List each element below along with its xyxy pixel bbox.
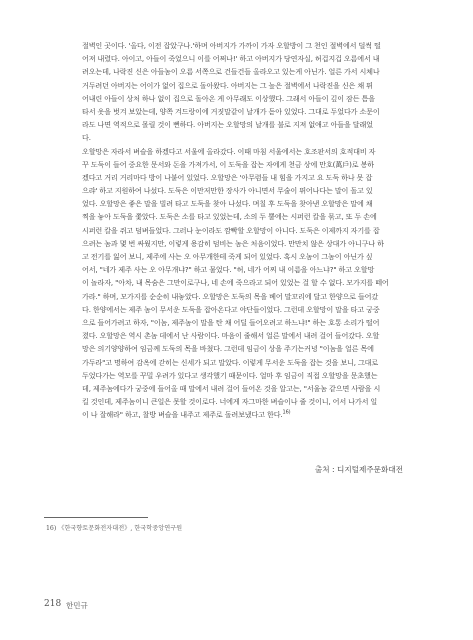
text-line: 두었다가는 역모를 꾸밀 우려가 있다고 생각했기 때문이다. 얼마 후 임금이 직접 오할망을 문초했는 [82, 370, 378, 380]
text-line: 다. [82, 133, 91, 143]
text-line: 다. 한양에서는 제주 놈이 무서운 도둑을 잡아온다고 야단들이었다. 그런데 오할망이 말을 타고 궁중 [82, 304, 380, 314]
text-line: 찍을 놓아 도둑을 쫓았다. 도둑은 소를 타고 있었는데, 소의 두 뿔에는 시퍼런 칼을 묶고, 또 두 손에 [82, 212, 377, 222]
text-line-content: 이 나 잘해라" 하고, 찰방 벼슬을 내주고 제주로 돌려보냈다고 한다. [82, 410, 283, 420]
text-line: 어져 내렸다. 아이고, 아들이 죽었으니 이를 어쩌나!' 하고 아버지가 당연자실, 허겁지겁 오름에서 내 [82, 54, 380, 64]
text-line: 오할망은 자라서 벼슬을 하겠다고 서울에 올라갔다. 이때 마침 서울에서는 호조판서의 호적대비 자 [82, 146, 376, 156]
running-title: 한민규 [66, 601, 88, 610]
text-line-last [82, 408, 404, 421]
text-line: 가두라"고 명하여 감옥에 갇히는 신세가 되고 말았다. 이렇게 무서운 도둑을 잡는 것을 보니, 그대로 [82, 357, 379, 367]
text-line: 킬 것인데, 제주놈이니 큰일은 못할 것이로다. 너에게 자그마한 벼슬이나 줄 것이니, 어서 나가서 일 [82, 397, 378, 407]
paragraph-2 [82, 145, 404, 422]
paragraph-1 [82, 39, 404, 145]
text-line: 겠다고 거리 거리마다 방이 나붙어 있었다. 오할망은 '아무렴들 내 힘을 가지고 요 도둑 하나 못 잡 [82, 172, 373, 182]
text-line: 졌다. 오할망은 역시 촌놈 데에서 난 사람이다. 마음이 줄해서 얼른 말에서 내려 걸어 들어갔다. 오할 [82, 331, 380, 341]
text-line: 으랴' 하고 지원하여 나섰다. 도둑은 이만저만한 장사가 아니면서 무술이 뛰어나다는 말이 돌고 있 [82, 186, 373, 196]
text-line: 라도 나면 역적으로 몰릴 것이 뻔하다. 아버지는 오할망의 날개를 불로 지져 없애고 아들을 달래었 [82, 120, 373, 130]
text-line: 시퍼런 칼을 쥐고 덤벼들었다. 그러나 눈이라도 깜빡할 오할망이 아니다. 도둑은 이제까지 자기를 잡 [82, 225, 380, 235]
text-line: 려오는데, 나락진 신은 아들놈이 오름 서쪽으로 건들건들 올라오고 있는게 아닌가. 얼른 가서 시체나 [82, 67, 380, 77]
text-line: 으려는 놈과 몇 번 싸웠지만, 이렇게 용감히 덤비는 놈은 처음이었다. 만만치 않은 상대가 아니구나 하 [82, 238, 384, 248]
text-line: 꾸 도둑이 들어 중요한 문서와 돈을 가져가서, 이 도둑을 잡는 자에게 천금 상에 만호(萬戶)로 봉하 [82, 159, 374, 169]
text-line: 타서 옷을 벗겨 보았는데, 양쪽 겨드랑이에 거짓말같이 날개가 돋아 있었다. 그대로 두었다가 소문이 [82, 106, 380, 116]
text-line: 거두려던 아버지는 어이가 없어 집으로 돌아왔다. 아버지는 그 높은 절벽에서 나락진을 신은 채 뛰 [82, 80, 373, 90]
text-line: 었다. 오할망은 좋은 말을 빌려 타고 도둑을 찾아 나섰다. 며칠 후 도둑을 찾아낸 오할망은 말에 채 [82, 199, 373, 209]
text-line: 어서, "네가 제주 사는 오 아무개냐?" 하고 물었다. "허, 네가 어찌 내 이름을 아느냐?" 하고 오할망 [82, 265, 375, 275]
text-line: 어내린 아들이 상처 하나 없이 집으로 돌아온 게 아무래도 이상했다. 그래서 아들이 깊이 잠든 틈을 [82, 93, 375, 103]
text-line: 고 전기를 잃어 보니, 제주에 사는 오 아무개한테 죽게 되어 있었다. 혹시 오놈이 그놈이 아닌가 싶 [82, 252, 373, 261]
text-line: 절벽인 곳이다. '올다, 이전 잡았구나.'하며 아버지가 가까이 가자 오할방이 그 천인 절벽에서 덜썩 떨 [82, 41, 381, 50]
text-line: 가라." 하며, 모가지를 순순히 내놓았다. 오할망은 도둑의 목을 베어 말꼬리에 달고 한양으로 들어갔 [82, 291, 379, 301]
footnote-divider [44, 517, 148, 518]
text-line: 망은 의기양양하여 임금께 도둑의 목을 바쳤다. 그런데 임금이 상을 주기는커녕 "이놈을 얼른 목에 [82, 344, 374, 354]
footnote: 16) 《한국향토문화전자대전》, 한국학중앙연구원 [46, 525, 183, 532]
source-citation: 출처 : 디지털제주문화대전 [314, 465, 403, 474]
text-line: 데, 제주놈에다가 궁중에 들어올 때 말에서 내려 걸어 들어온 것을 알고는, "서울놈 같으면 사람을 시 [82, 383, 381, 393]
body-text [82, 39, 404, 421]
footnote-reference: 16) [282, 409, 291, 416]
page-number: 218 [44, 599, 62, 609]
text-line: 이 놀라자, "아차, 내 목숨은 그만이로구나, 네 손에 죽으라고 되어 있었는 걸 할 수 없다. 모가지를 떼어 [82, 278, 389, 288]
text-line: 으로 들어가려고 하자, "이놈, 제주놈이 말을 탄 채 어딜 들어오려고 하느냐!" 하는 호통 소리가 떨어 [82, 317, 380, 327]
